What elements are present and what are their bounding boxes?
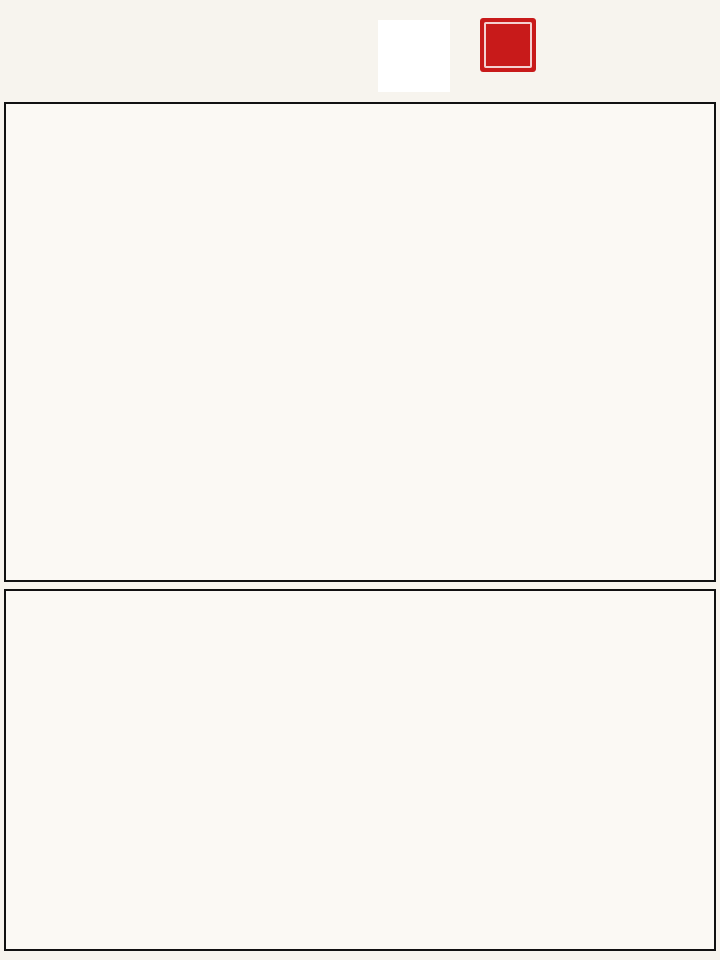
header xyxy=(0,0,720,100)
seal-logo xyxy=(480,18,536,72)
qr-code-icon[interactable] xyxy=(378,20,450,92)
chart-grid xyxy=(4,102,716,582)
annual-table xyxy=(4,589,716,951)
gender-line xyxy=(12,31,19,46)
